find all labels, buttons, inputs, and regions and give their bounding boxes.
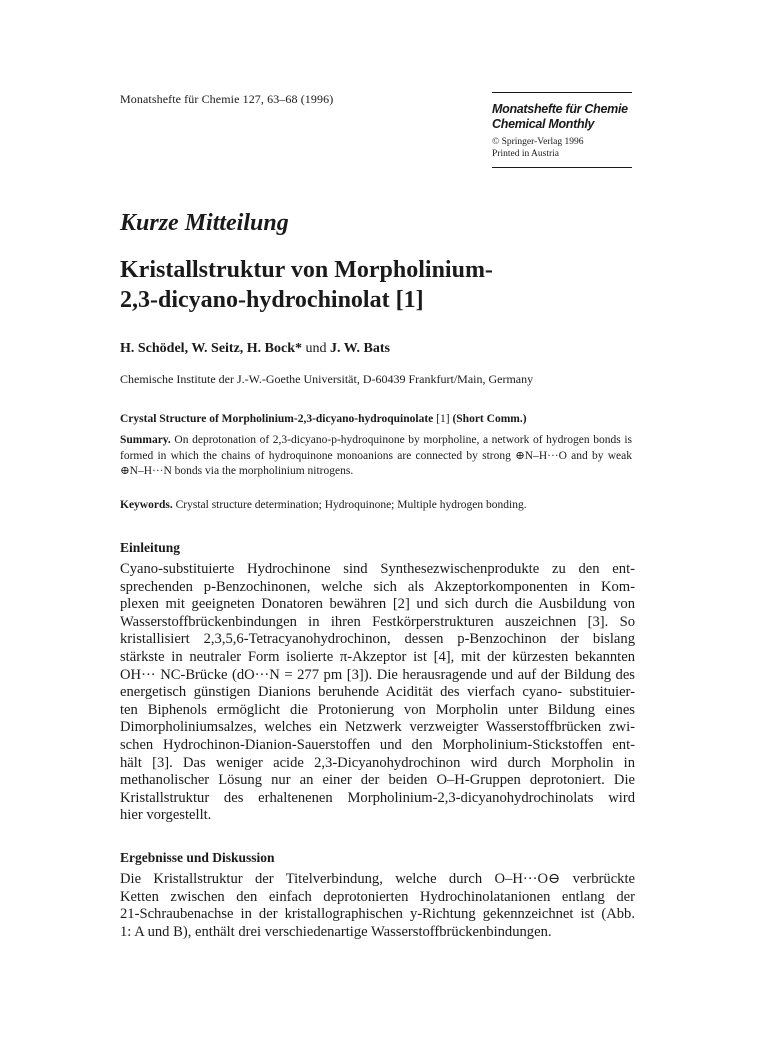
text-line: 1: A und B), enthält drei verschiedenartige Wasserstoffbrückenbindungen. <box>120 923 552 940</box>
text-line: Dimorpholiniumsalzes, welches ein Netzwerk verzweigter Wasserstoffbrücken zwi- <box>120 719 635 736</box>
summary-label: Summary. <box>120 434 171 446</box>
text-line: Ketten zwischen den einfach deprotonierten Hydrochinolatanionen entlang der <box>120 888 635 905</box>
heading-ergebnisse: Ergebnisse und Diskussion <box>120 850 275 865</box>
ergebnisse-body <box>120 871 635 941</box>
text-line: hält [3]. Das weniger acide 2,3-Dicyanohydrochinon wird durch Morpholin in <box>120 754 635 771</box>
article-type: Kurze Mitteilung <box>120 210 289 236</box>
journal-box <box>492 92 632 168</box>
english-title-ref: [1] <box>433 413 453 425</box>
text-line: hier vorgestellt. <box>120 807 212 824</box>
authors-last: J. W. Bats <box>330 341 390 356</box>
text-line: stärkste in neutraler Form isolierte π-Akzeptor ist [4], mit der kürzesten bekannten <box>120 648 635 665</box>
summary <box>120 433 632 480</box>
keywords-text: Crystal structure determination; Hydroquinone; Multiple hydrogen bonding. <box>172 499 527 511</box>
text-line: kristallisiert 2,3,5,6-Tetracyanohydrochinon, dessen p-Benzochinon der bislang <box>120 631 635 648</box>
english-title-text: Crystal Structure of Morpholinium-2,3-dicyano-hydroquinolate <box>120 413 434 425</box>
text-line: Die Kristallstruktur der Titelverbindung, welche durch O–H···O⊖ verbrückte <box>120 871 635 887</box>
text-line: Cyano-substituierte Hydrochinone sind Synthesezwischenprodukte zu den ent- <box>120 561 635 577</box>
text-line: Kristallstruktur des erhaltenenen Morpholinium-2,3-dicyanohydrochinolats wird <box>120 789 635 806</box>
running-head: Monatshefte für Chemie 127, 63–68 (1996) <box>120 92 334 106</box>
english-title-tail: (Short Comm.) <box>452 413 527 425</box>
affiliation: Chemische Institute der J.-W.-Goethe Universität, D-60439 Frankfurt/Main, Germany <box>120 372 534 386</box>
journal-name-de: Monatshefte für Chemie <box>492 102 628 116</box>
text-line: sprechenden p-Benzochinonen, welche sich als Akzeptorkomponenten in Kom- <box>120 578 635 595</box>
text-line: energetisch günstigen Dianions beruhende Acidität des vierfach cyano- substituier- <box>120 684 635 701</box>
title-line-1: Kristallstruktur von Morpholinium- <box>120 257 493 283</box>
copyright: © Springer-Verlag 1996 <box>492 137 584 147</box>
printed-in: Printed in Austria <box>492 149 560 159</box>
title-line-2: 2,3-dicyano-hydrochinolat [1] <box>120 287 424 313</box>
text-line: schen Hydrochinon-Dianion-Sauerstoffen und den Morpholinium-Stickstoffen ent- <box>120 736 635 753</box>
heading-einleitung: Einleitung <box>120 540 181 555</box>
text-line: methanolischer Lösung nur an einer der beiden O–H-Gruppen deprotoniert. Die <box>120 772 635 789</box>
text-line: OH··· NC-Brücke (dO···N = 277 pm [3]). Die herausragende und auf der Bildung des <box>120 666 635 683</box>
top-rule <box>492 92 632 93</box>
article-title <box>120 255 680 315</box>
text-line: 21-Schraubenachse in der kristallographischen y-Richtung gekennzeichnet ist (Abb. <box>120 906 635 923</box>
authors <box>120 341 390 357</box>
authors-main: H. Schödel, W. Seitz, H. Bock* <box>120 341 303 356</box>
keywords-label: Keywords. <box>120 499 173 511</box>
keywords <box>120 499 632 511</box>
summary-text: On deprotonation of 2,3-dicyano-p-hydroquinone by morpholine, a network of hydrogen bonds is formed in which the chains of hydroquinone monoanions are connected by strong ⊕N–H···O and by weak ⊕N–H···N bonds via the morpholinium nitrogens. <box>120 434 632 478</box>
journal-name-en: Chemical Monthly <box>492 117 595 131</box>
text-line: Wasserstoffbrückenbindungen in ihren Festkörperstrukturen auszeichnen [3]. So <box>120 613 635 630</box>
bottom-rule <box>492 167 632 168</box>
authors-und: und <box>302 341 331 356</box>
einleitung-body <box>120 561 635 825</box>
english-title <box>120 413 527 425</box>
text-line: ten Biphenols ermöglicht die Protonierung von Morpholin unter Bildung eines <box>120 701 635 718</box>
text-line: plexen mit geeigneten Donatoren bewähren [2] und sich durch die Ausbildung von <box>120 596 635 613</box>
